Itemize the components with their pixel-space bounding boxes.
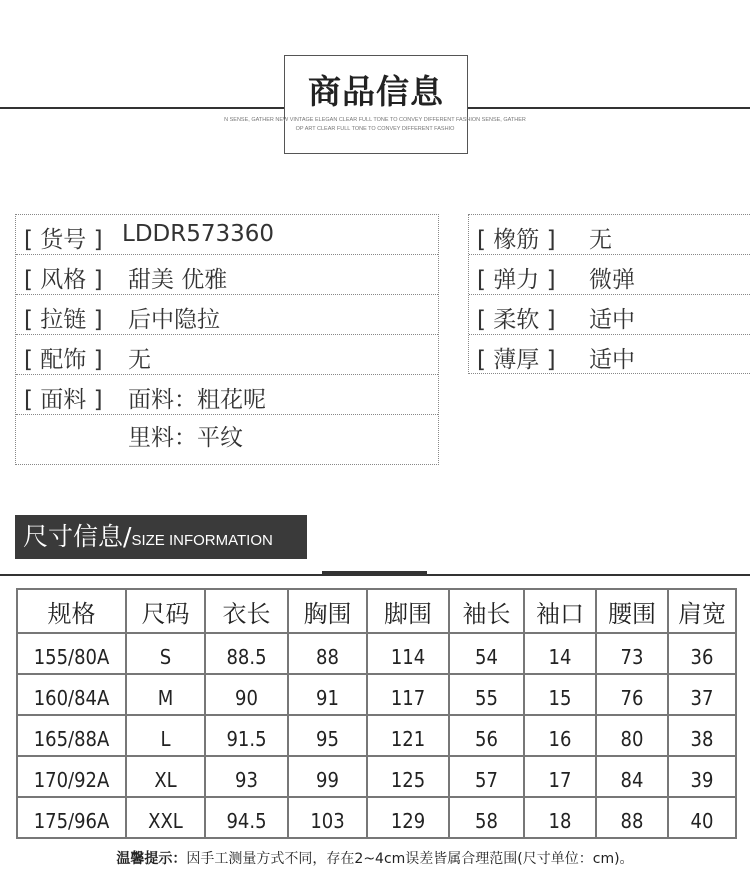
table-cell: 58 (449, 797, 524, 838)
table-cell: 37 (668, 674, 736, 715)
attribute-value: 适中 (589, 347, 635, 373)
table-cell: 54 (449, 633, 524, 674)
attribute-row-accessories (16, 335, 438, 375)
table-cell: 88.5 (205, 633, 288, 674)
table-cell: 117 (367, 674, 449, 715)
header-subtitle-line-2: OP ART CLEAR FULL TONE TO CONVEY DIFFERENT FASHIO (295, 126, 455, 132)
table-cell: 160/84A (17, 674, 126, 715)
table-cell: 155/80A (17, 633, 126, 674)
attribute-value: 里料：平纹 (128, 425, 243, 451)
attribute-value: 无 (589, 227, 612, 253)
table-cell: 95 (288, 715, 367, 756)
table-cell: XXL (126, 797, 205, 838)
header-waist: 腰围 (596, 589, 668, 633)
attribute-label: [ 薄厚 ] (477, 347, 556, 373)
table-cell: 88 (288, 633, 367, 674)
table-cell: 14 (524, 633, 596, 674)
attribute-value: 适中 (589, 307, 635, 333)
attributes-table-right (468, 214, 750, 374)
table-cell: 103 (288, 797, 367, 838)
attributes-table-left (15, 214, 439, 465)
table-cell: 76 (596, 674, 668, 715)
header-bust: 胸围 (288, 589, 367, 633)
attribute-row-thickness (469, 335, 750, 375)
table-cell: 36 (668, 633, 736, 674)
table-cell: 38 (668, 715, 736, 756)
table-cell: 55 (449, 674, 524, 715)
attribute-label: [ 风格 ] (24, 267, 103, 293)
header-shoulder: 肩宽 (668, 589, 736, 633)
attribute-row-style (16, 255, 438, 295)
size-info-banner (15, 515, 307, 559)
table-cell: 88 (596, 797, 668, 838)
size-table (16, 588, 737, 839)
section-rule-accent (322, 571, 427, 576)
size-table-header-row (17, 589, 736, 633)
size-info-separator: / (123, 522, 132, 551)
attribute-row-elastic-band (469, 215, 750, 255)
table-cell: 57 (449, 756, 524, 797)
table-cell: 84 (596, 756, 668, 797)
attribute-value: 无 (128, 347, 151, 373)
table-cell: 175/96A (17, 797, 126, 838)
note-text: 因手工测量方式不同，存在2~4cm误差皆属合理范围(尺寸单位：cm)。 (186, 851, 634, 867)
table-row (17, 756, 736, 797)
table-cell: 56 (449, 715, 524, 756)
table-cell: 125 (367, 756, 449, 797)
table-cell: 16 (524, 715, 596, 756)
attribute-label: [ 面料 ] (24, 387, 103, 413)
attribute-label: [ 橡筋 ] (477, 227, 556, 253)
table-cell: L (126, 715, 205, 756)
attribute-label: [ 弹力 ] (477, 267, 556, 293)
header-cuff: 袖口 (524, 589, 596, 633)
table-cell: 15 (524, 674, 596, 715)
table-row (17, 633, 736, 674)
header-length: 衣长 (205, 589, 288, 633)
table-cell: 99 (288, 756, 367, 797)
attribute-value: 微弹 (589, 267, 635, 293)
table-cell: 80 (596, 715, 668, 756)
attribute-value: 面料：粗花呢 (128, 387, 266, 413)
attribute-row-stretch (469, 255, 750, 295)
attribute-row-lining (16, 413, 438, 453)
header-size: 尺码 (126, 589, 205, 633)
header-subtitle-line-1: N SENSE, GATHER NEW VINTAGE ELEGAN CLEAR FULL TONE TO CONVEY DIFFERENT FASHION SENSE, GATHER (224, 117, 526, 123)
attribute-row-item-no (16, 215, 438, 255)
table-row (17, 674, 736, 715)
measurement-note (0, 848, 750, 868)
table-cell: 121 (367, 715, 449, 756)
table-cell: 91 (288, 674, 367, 715)
header-hem: 脚围 (367, 589, 449, 633)
attribute-label: [ 配饰 ] (24, 347, 103, 373)
table-cell: 94.5 (205, 797, 288, 838)
table-cell: 40 (668, 797, 736, 838)
attribute-value: LDDR573360 (122, 221, 275, 247)
table-row (17, 797, 736, 838)
table-cell: M (126, 674, 205, 715)
attribute-row-softness (469, 295, 750, 335)
attribute-label: [ 拉链 ] (24, 307, 103, 333)
attribute-row-zipper (16, 295, 438, 335)
table-row (17, 715, 736, 756)
size-info-title: 尺寸信息 (23, 522, 124, 551)
table-cell: 39 (668, 756, 736, 797)
table-cell: 91.5 (205, 715, 288, 756)
table-cell: 17 (524, 756, 596, 797)
table-cell: S (126, 633, 205, 674)
table-cell: 73 (596, 633, 668, 674)
table-cell: 165/88A (17, 715, 126, 756)
header-spec: 规格 (17, 589, 126, 633)
attribute-label: [ 货号 ] (24, 227, 103, 253)
attribute-label: [ 柔软 ] (477, 307, 556, 333)
table-cell: 114 (367, 633, 449, 674)
attribute-value: 甜美 优雅 (128, 267, 228, 293)
attribute-row-fabric (16, 375, 438, 415)
header-sleeve-length: 袖长 (449, 589, 524, 633)
table-cell: 90 (205, 674, 288, 715)
attribute-value: 后中隐拉 (128, 307, 220, 333)
table-cell: 129 (367, 797, 449, 838)
note-prefix: 温馨提示： (116, 851, 187, 867)
table-cell: 170/92A (17, 756, 126, 797)
page-title: 商品信息 (308, 72, 444, 111)
table-cell: 93 (205, 756, 288, 797)
size-info-subtitle: SIZE INFORMATION (131, 532, 273, 549)
table-cell: 18 (524, 797, 596, 838)
table-cell: XL (126, 756, 205, 797)
